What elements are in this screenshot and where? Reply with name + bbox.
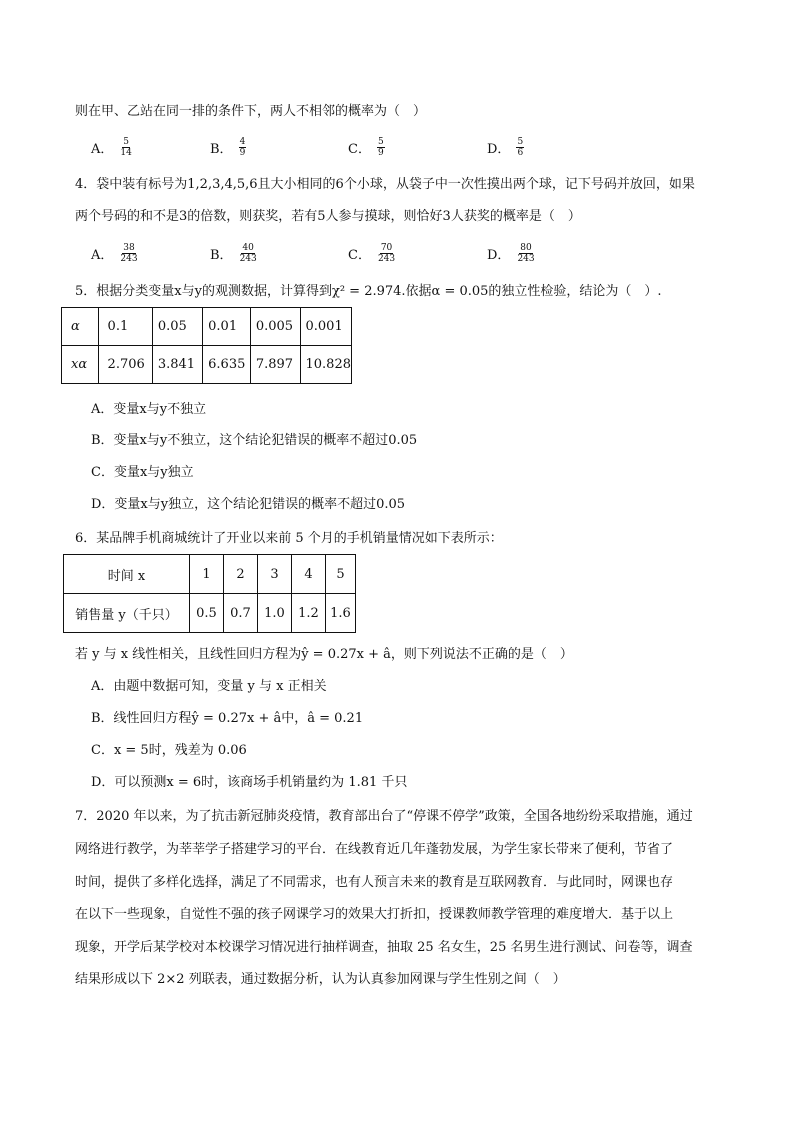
table-cell: 1.2 <box>292 594 326 633</box>
question-3-stem-tail: 则在甲、乙站在同一排的条件下，两人不相邻的概率为（ ） <box>75 104 427 119</box>
q4-option-a[interactable] <box>91 243 139 264</box>
q5-critical-value-table <box>61 307 352 384</box>
q5-option-b[interactable]: B．变量x与y不独立，这个结论犯错误的概率不超过0.05 <box>91 433 418 448</box>
table-cell: 1.0 <box>258 594 292 633</box>
question-7-line-3: 时间，提供了多样化选择，满足了不同需求，也有人预言未来的教育是互联网教育．与此同时，网课也存 <box>75 875 674 890</box>
table-row-label: xα <box>62 346 99 384</box>
table-cell: 4 <box>292 555 326 594</box>
question-6-stem: 6．某品牌手机商城统计了开业以来前 5 个月的手机销量情况如下表所示： <box>75 531 503 546</box>
q6-option-d[interactable]: D．可以预测x = 6时，该商场手机销量约为 1.81 千只 <box>91 775 408 790</box>
fraction: $\frac{5}{9}$ <box>377 137 384 158</box>
table-cell: 0.005 <box>250 308 300 346</box>
option-letter: C． <box>348 142 371 157</box>
fraction: $\frac{70}{243}$ <box>377 243 396 264</box>
table-cell: 1.6 <box>326 594 356 633</box>
question-7-line-1: 7．2020 年以来，为了抗击新冠肺炎疫情，教育部出台了“停课不停学”政策，全国各地纷纷采取措施，通过 <box>75 809 693 824</box>
option-letter: D． <box>487 142 511 157</box>
q3-option-a[interactable] <box>91 137 133 158</box>
q5-option-a[interactable]: A．变量x与y不独立 <box>91 402 207 417</box>
question-5-stem: 5．根据分类变量x与y的观测数据，计算得到χ² = 2.974.依据α = 0.05的独立性检验，结论为（ ）. <box>75 284 662 299</box>
option-letter: B． <box>210 248 233 263</box>
table-cell: 0.01 <box>203 308 251 346</box>
option-letter: A． <box>91 248 114 263</box>
table-cell: 0.05 <box>152 308 202 346</box>
question-7-line-5: 现象，开学后某学校对本校课学习情况进行抽样调查，抽取 25 名女生，25 名男生进行测试、问卷等，调查 <box>75 940 693 955</box>
q3-option-d[interactable] <box>487 137 524 158</box>
table-cell: 2 <box>224 555 258 594</box>
table-row <box>64 555 356 594</box>
table-row-label: 时间 x <box>64 555 190 594</box>
option-letter: C． <box>348 248 371 263</box>
option-letter: B． <box>210 142 233 157</box>
table-cell: 7.897 <box>250 346 300 384</box>
table-cell: 0.1 <box>98 308 152 346</box>
fraction: $\frac{80}{243}$ <box>517 243 535 264</box>
table-cell: 0.001 <box>300 308 352 346</box>
question-7-line-6: 结果形成以下 2×2 列联表，通过数据分析，认为认真参加网课与学生性别之间（ ） <box>75 972 566 987</box>
table-row-label: α <box>62 308 99 346</box>
table-cell: 2.706 <box>98 346 152 384</box>
table-row <box>62 346 352 384</box>
question-4-stem-line-2: 两个号码的和不是3的倍数，则获奖，若有5人参与摸球，则恰好3人获奖的概率是（ ） <box>75 209 581 224</box>
q6-option-c[interactable]: C．x = 5时，残差为 0.06 <box>91 743 247 758</box>
q4-option-c[interactable] <box>348 243 396 264</box>
question-4-stem-line-1: 4．袋中装有标号为1,2,3,4,5,6且大小相同的6个小球，从袋子中一次性摸出两个球，记下号码并放回，如果 <box>75 177 695 192</box>
q4-option-d[interactable] <box>487 243 536 264</box>
fraction: $\frac{40}{243}$ <box>239 243 257 264</box>
option-letter: A． <box>91 142 114 157</box>
q6-option-a[interactable]: A．由题中数据可知，变量 y 与 x 正相关 <box>91 679 327 694</box>
q3-option-b[interactable] <box>210 137 246 158</box>
question-7-line-4: 在以下一些现象，自觉性不强的孩子网课学习的效果大打折扣，授课教师教学管理的难度增大．基于以上 <box>75 907 674 922</box>
q5-option-c[interactable]: C．变量x与y独立 <box>91 465 194 480</box>
table-cell: 0.7 <box>224 594 258 633</box>
option-letter: D． <box>487 248 511 263</box>
table-cell: 6.635 <box>203 346 251 384</box>
q6-option-b[interactable]: B．线性回归方程ŷ = 0.27x + â中，â = 0.21 <box>91 711 364 726</box>
table-cell: 5 <box>326 555 356 594</box>
table-cell: 3 <box>258 555 292 594</box>
table-row <box>64 594 356 633</box>
table-cell: 3.841 <box>152 346 202 384</box>
q4-option-b[interactable] <box>210 243 258 264</box>
table-row <box>62 308 352 346</box>
table-cell: 10.828 <box>300 346 352 384</box>
q5-option-d[interactable]: D．变量x与y独立，这个结论犯错误的概率不超过0.05 <box>91 497 406 512</box>
q6-sales-table <box>63 554 356 633</box>
table-row-label: 销售量 y（千只） <box>64 594 190 633</box>
fraction: $\frac{5}{14}$ <box>120 137 132 158</box>
fraction: $\frac{5}{6}$ <box>517 137 524 158</box>
question-6-condition: 若 y 与 x 线性相关，且线性回归方程为ŷ = 0.27x + â，则下列说法不正确的是（ ） <box>75 647 573 662</box>
q3-option-c[interactable] <box>348 137 385 158</box>
table-cell: 1 <box>190 555 224 594</box>
fraction: $\frac{38}{243}$ <box>120 243 138 264</box>
question-7-line-2: 网络进行教学，为莘莘学子搭建学习的平台．在线教育近几年蓬勃发展，为学生家长带来了便利，节省了 <box>75 842 674 857</box>
table-cell: 0.5 <box>190 594 224 633</box>
fraction: $\frac{4}{9}$ <box>239 137 246 158</box>
